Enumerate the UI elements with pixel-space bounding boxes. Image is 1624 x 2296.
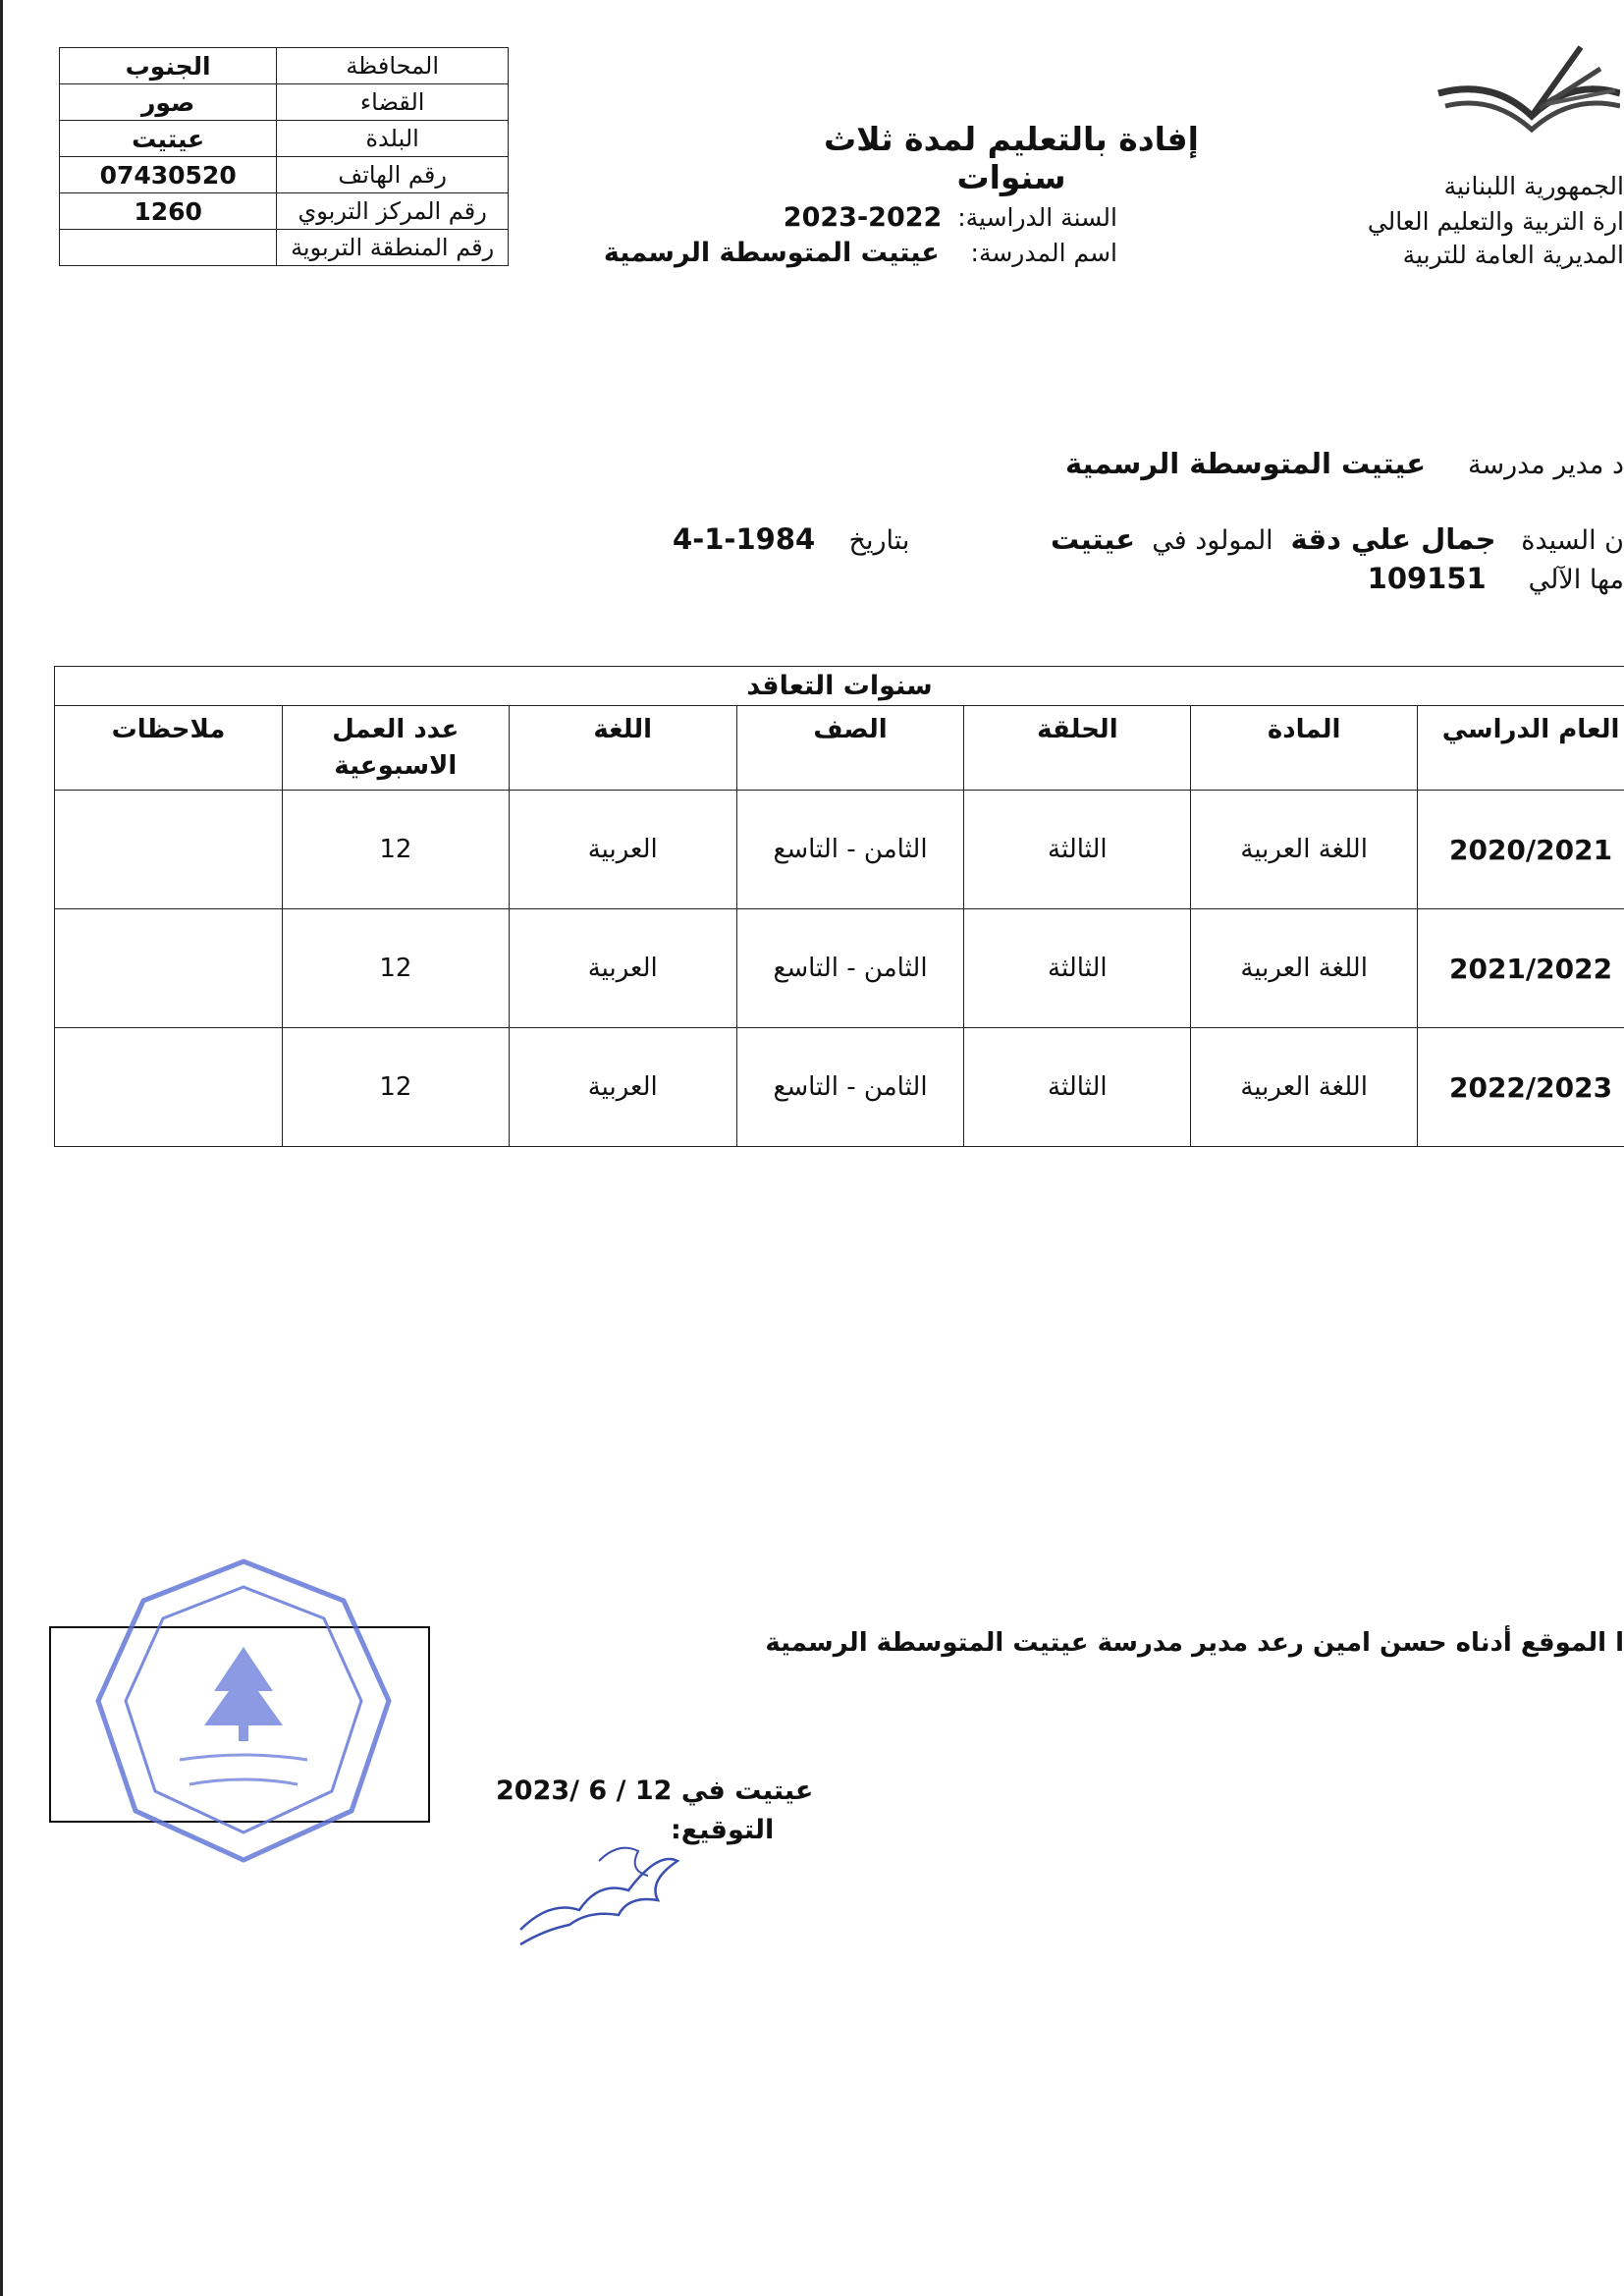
year-cell: 2021/2022 xyxy=(1418,909,1624,1028)
info-label: رقم المركز التربوي xyxy=(277,193,509,230)
director-line xyxy=(1065,447,1624,480)
ministry-line-3: المديرية العامة للتربية xyxy=(1402,241,1624,269)
number-value: 109151 xyxy=(1367,562,1487,595)
signature-label: التوقيع: xyxy=(671,1815,775,1845)
col-cycle: الحلقة xyxy=(964,706,1191,791)
date-label: بتاريخ xyxy=(848,525,910,556)
cycle-cell: الثالثة xyxy=(964,1028,1191,1147)
grade-cell: الثامن - التاسع xyxy=(736,909,964,1028)
cycle-cell: الثالثة xyxy=(964,791,1191,909)
col-notes: ملاحظات xyxy=(55,706,283,791)
year-label: السنة الدراسية: xyxy=(957,203,1117,232)
subject-cell: اللغة العربية xyxy=(1191,791,1418,909)
year-cell: 2020/2021 xyxy=(1418,791,1624,909)
page-edge xyxy=(0,0,3,2296)
col-language: اللغة xyxy=(509,706,736,791)
info-label: رقم الهاتف xyxy=(277,157,509,193)
info-label: البلدة xyxy=(277,121,509,157)
subject-cell: اللغة العربية xyxy=(1191,909,1418,1028)
info-label: رقم المنطقة التربوية xyxy=(277,230,509,266)
school-value: عيتيت المتوسطة الرسمية xyxy=(603,238,940,268)
number-label: مها الآلي xyxy=(1528,565,1624,595)
language-cell: العربية xyxy=(509,791,736,909)
school-label: اسم المدرسة: xyxy=(970,239,1117,267)
hours-cell: 12 xyxy=(282,1028,509,1147)
born-place: عيتيت xyxy=(1051,522,1136,556)
official-stamp-icon xyxy=(86,1554,401,1868)
contract-table xyxy=(54,705,1624,1147)
language-cell: العربية xyxy=(509,909,736,1028)
grade-cell: الثامن - التاسع xyxy=(736,791,964,909)
year-value: 2022-2023 xyxy=(783,202,943,233)
cycle-cell: الثالثة xyxy=(964,909,1191,1028)
table-row xyxy=(55,1028,1624,1147)
table-row xyxy=(60,84,509,121)
info-value: 1260 xyxy=(60,193,277,230)
school-name xyxy=(604,238,1117,268)
language-cell: العربية xyxy=(509,1028,736,1147)
table-row xyxy=(60,48,509,84)
info-value: صور xyxy=(60,84,277,121)
grade-cell: الثامن - التاسع xyxy=(736,1028,964,1147)
table-row xyxy=(55,791,1624,909)
number-line xyxy=(1368,562,1624,595)
year-cell: 2022/2023 xyxy=(1418,1028,1624,1147)
notes-cell xyxy=(55,909,283,1028)
director-prefix: د مدير مدرسة xyxy=(1467,450,1624,480)
place-date: عيتيت في 12 / 6 /2023 xyxy=(496,1776,814,1806)
ministry-line-1: الجمهورية اللبنانية xyxy=(1443,172,1624,200)
notes-cell xyxy=(55,1028,283,1147)
ministry-line-2: ارة التربية والتعليم العالي xyxy=(1367,207,1624,236)
born-label: المولود في xyxy=(1152,525,1273,556)
table-row xyxy=(60,121,509,157)
school-info-table xyxy=(59,47,509,266)
table-row xyxy=(60,193,509,230)
academic-year xyxy=(784,202,1117,233)
person-line xyxy=(1291,522,1624,556)
hours-cell: 12 xyxy=(282,791,509,909)
col-hours: عدد العمل الاسبوعية xyxy=(282,706,509,791)
table-row xyxy=(60,157,509,193)
info-label: القضاء xyxy=(277,84,509,121)
info-label: المحافظة xyxy=(277,48,509,84)
notes-cell xyxy=(55,791,283,909)
birthdate xyxy=(673,522,909,556)
info-value: الجنوب xyxy=(60,48,277,84)
birth-date: 1984-1-4 xyxy=(673,522,816,556)
declaration: ا الموقع أدناه حسن امين رعد مدير مدرسة عيتيت المتوسطة الرسمية xyxy=(765,1628,1624,1658)
table-title-row xyxy=(54,666,1624,705)
signature-scribble xyxy=(511,1822,687,1949)
info-value: عيتيت xyxy=(60,121,277,157)
table-row xyxy=(55,909,1624,1028)
table-row xyxy=(60,230,509,266)
info-value xyxy=(60,230,277,266)
table-header-row xyxy=(55,706,1624,791)
ministry-book-logo xyxy=(1434,39,1620,147)
col-grade: الصف xyxy=(736,706,964,791)
subject-cell: اللغة العربية xyxy=(1191,1028,1418,1147)
info-value: 07430520 xyxy=(60,157,277,193)
hours-cell: 12 xyxy=(282,909,509,1028)
col-subject: المادة xyxy=(1191,706,1418,791)
col-year: العام الدراسي xyxy=(1418,706,1624,791)
director-school: عيتيت المتوسطة الرسمية xyxy=(1064,447,1427,480)
person-name: جمال علي دقة xyxy=(1290,522,1496,556)
birthplace xyxy=(1051,522,1273,556)
person-prefix: ن السيدة xyxy=(1521,525,1624,556)
document-title: إفادة بالتعليم لمدة ثلاث سنوات xyxy=(824,120,1199,196)
table-title: سنوات التعاقد xyxy=(746,671,933,701)
